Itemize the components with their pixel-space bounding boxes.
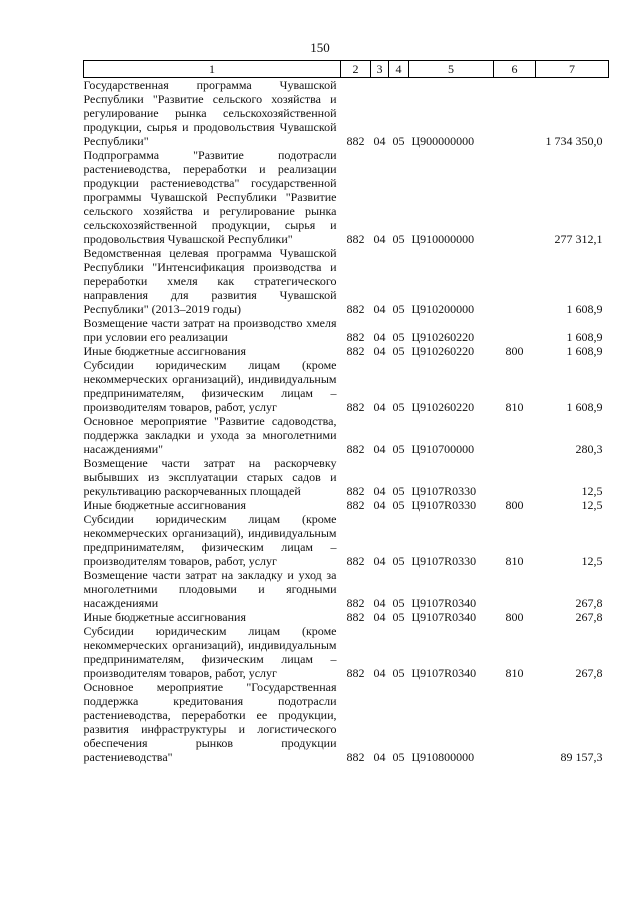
row-section: 04 [373,232,386,246]
table-row [84,498,609,512]
table-row [84,568,609,610]
row-target-code: Ц9107R0340 [411,610,477,624]
row-subsection: 05 [392,484,405,498]
row-subsection: 05 [392,750,405,764]
row-subsection: 05 [392,442,405,456]
row-target-code: Ц9107R0330 [411,554,477,568]
row-amount: 12,5 [581,554,603,568]
row-section: 04 [373,134,386,148]
row-grbs: 882 [346,442,365,456]
row-amount: 267,8 [575,596,603,610]
row-expense-type [494,456,536,498]
row-amount: 1 608,9 [566,400,603,414]
header-col-3: 3 [371,61,389,78]
row-section: 04 [373,330,386,344]
row-subsection: 05 [392,610,405,624]
row-target-code: Ц9107R0340 [411,666,477,680]
header-col-7: 7 [536,61,609,78]
table-row [84,624,609,680]
row-grbs: 882 [346,400,365,414]
row-subsection: 05 [392,666,405,680]
row-target-code: Ц910700000 [411,442,475,456]
row-expense-type: 800 [505,498,524,512]
row-subsection: 05 [392,302,405,316]
row-name: Возмещение части затрат на производство хмеля при условии его реализации [83,316,337,344]
row-expense-type: 810 [505,400,524,414]
row-expense-type [494,414,536,456]
row-subsection: 05 [392,400,405,414]
header-col-5: 5 [409,61,494,78]
row-section: 04 [373,400,386,414]
row-name: Субсидии юридическим лицам (кроме некоммерческих организаций), индивидуальным предпринимателям, физическим лицам – производителям товаров, работ, услуг [83,358,337,414]
row-section: 04 [373,666,386,680]
row-amount: 1 608,9 [566,330,603,344]
row-amount: 1 608,9 [566,302,603,316]
row-grbs: 882 [346,330,365,344]
row-subsection: 05 [392,134,405,148]
row-grbs: 882 [346,498,365,512]
row-section: 04 [373,610,386,624]
row-section: 04 [373,498,386,512]
table-row [84,148,609,246]
row-expense-type [494,316,536,344]
row-section: 04 [373,484,386,498]
row-amount: 277 312,1 [554,232,603,246]
header-col-4: 4 [389,61,409,78]
header-col-1: 1 [84,61,341,78]
row-target-code: Ц9107R0340 [411,596,477,610]
row-subsection: 05 [392,596,405,610]
table-row [84,246,609,316]
row-grbs: 882 [346,484,365,498]
table-row [84,512,609,568]
row-name: Возмещение части затрат на закладку и уход за многолетними плодовыми и ягодными насаждениями [83,568,337,610]
row-expense-type: 810 [505,554,524,568]
row-amount: 267,8 [575,666,603,680]
row-expense-type: 800 [505,610,524,624]
row-amount: 280,3 [575,442,603,456]
row-grbs: 882 [346,134,365,148]
row-name: Субсидии юридическим лицам (кроме некоммерческих организаций), индивидуальным предпринимателям, физическим лицам – производителям товаров, работ, услуг [83,512,337,568]
row-expense-type: 810 [505,666,524,680]
row-subsection: 05 [392,330,405,344]
row-target-code: Ц9107R0330 [411,484,477,498]
table-row [84,316,609,344]
row-name: Возмещение части затрат на раскорчевку выбывших из эксплуатации старых садов и рекультивацию раскорчеванных площадей [83,456,337,498]
row-grbs: 882 [346,232,365,246]
table-row [84,680,609,764]
row-amount: 12,5 [581,484,603,498]
table-row [84,456,609,498]
row-target-code: Ц910000000 [411,232,475,246]
row-amount: 1 734 350,0 [545,134,603,148]
row-expense-type [494,148,536,246]
row-subsection: 05 [392,232,405,246]
row-grbs: 882 [346,596,365,610]
row-section: 04 [373,750,386,764]
budget-table [83,60,609,764]
row-section: 04 [373,442,386,456]
row-name: Подпрограмма "Развитие подотрасли растениеводства, переработки и реализации продукции растениеводства" государственной программы Чувашской Республики "Развитие сельского хозяйства и регулирование рынка сельскохозяйственной продукции, сырья и продовольствия Чувашской Республики" [83,148,337,246]
row-section: 04 [373,302,386,316]
row-target-code: Ц900000000 [411,134,475,148]
row-grbs: 882 [346,554,365,568]
row-target-code: Ц910260220 [411,344,475,358]
row-grbs: 882 [346,610,365,624]
row-target-code: Ц910800000 [411,750,475,764]
row-expense-type [494,680,536,764]
header-row [84,61,609,78]
row-expense-type [494,568,536,610]
row-name: Иные бюджетные ассигнования [83,610,246,624]
row-amount: 12,5 [581,498,603,512]
row-grbs: 882 [346,344,365,358]
row-section: 04 [373,344,386,358]
row-name: Иные бюджетные ассигнования [83,498,246,512]
row-subsection: 05 [392,344,405,358]
row-name: Субсидии юридическим лицам (кроме некоммерческих организаций), индивидуальным предпринимателям, физическим лицам – производителям товаров, работ, услуг [83,624,337,680]
table-row [84,358,609,414]
row-target-code: Ц910260220 [411,400,475,414]
table-row [84,78,609,149]
header-col-6: 6 [494,61,536,78]
row-name: Иные бюджетные ассигнования [83,344,246,358]
table-row [84,414,609,456]
table-row [84,344,609,358]
row-grbs: 882 [346,302,365,316]
table-row [84,610,609,624]
row-expense-type: 800 [505,344,524,358]
row-amount: 267,8 [575,610,603,624]
row-grbs: 882 [346,666,365,680]
row-section: 04 [373,554,386,568]
row-subsection: 05 [392,498,405,512]
row-target-code: Ц910200000 [411,302,475,316]
row-amount: 89 157,3 [560,750,603,764]
row-expense-type [494,246,536,316]
header-col-2: 2 [341,61,371,78]
row-grbs: 882 [346,750,365,764]
row-amount: 1 608,9 [566,344,603,358]
row-name: Государственная программа Чувашской Республики "Развитие сельского хозяйства и регулирование рынка сельскохозяйственной продукции, сырья и продовольствия Чувашской Республики" [83,78,337,148]
row-target-code: Ц9107R0330 [411,498,477,512]
row-name: Основное мероприятие "Государственная поддержка кредитования подотрасли растениеводства, переработки ее продукции, развития инфраструктуры и логистического обеспечения рынков продукции растениеводства" [83,680,337,764]
table-body [84,78,609,765]
row-section: 04 [373,596,386,610]
table-header [84,61,609,78]
row-subsection: 05 [392,554,405,568]
row-name: Ведомственная целевая программа Чувашской Республики "Интенсификация производства и переработки хмеля как стратегического направления для развития Чувашской Республики" (2013–2019 годы) [83,246,337,316]
page-number: 150 [310,40,330,55]
row-expense-type [494,78,536,149]
row-name: Основное мероприятие "Развитие садоводства, поддержка закладки и ухода за многолетними насаждениями" [83,414,337,456]
row-target-code: Ц910260220 [411,330,475,344]
